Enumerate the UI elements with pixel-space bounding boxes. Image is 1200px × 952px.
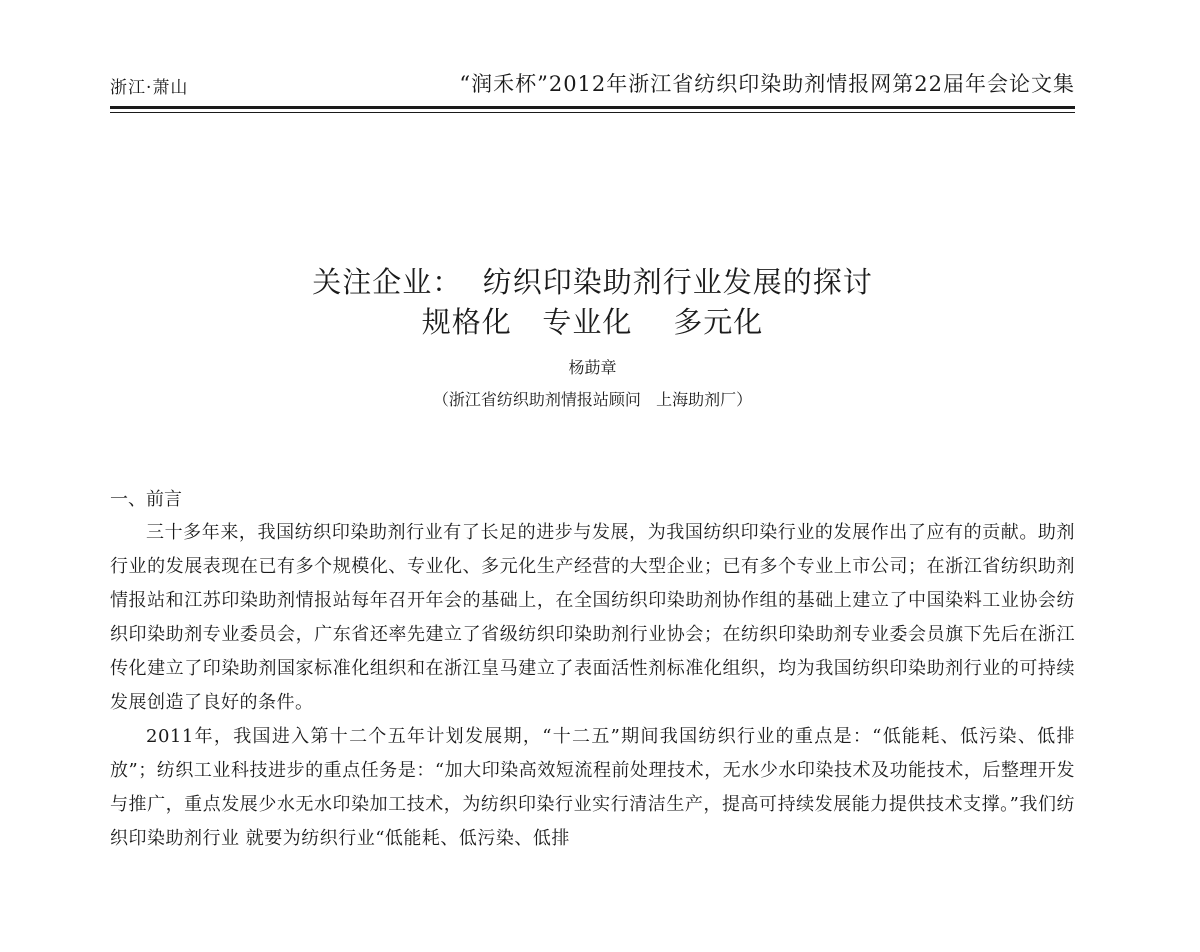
section-heading: 一、前言 [110,489,182,510]
article-title: 关注企业： 纺织印染助剂行业发展的探讨 [312,265,873,299]
author-name: 杨莇章 [568,358,617,377]
paragraph: 三十多年来，我国纺织印染助剂行业有了长足的进步与发展，为我国纺织印染行业的发展作出了应有的贡献。助剂行业的发展表现在已有多个规模化、专业化、多元化生产经营的大型企业；已有多个专业上市公司；在浙江省纺织助剂情报站和江苏印染助剂情报站每年召开年会的基础上，在全国纺织印染助剂协作组的基础上建立了中国染料工业协会纺织印染助剂专业委员会，广东省还率先建立了省级纺织印染助剂行业协会；在纺织印染助剂专业委会员旗下先后在浙江传化建立了印染助剂国家标准化组织和在浙江皇马建立了表面活性剂标准化组织，均为我国纺织印染助剂行业的可持续发展创造了良好的条件。 [110,522,1075,713]
header-rule-thin [110,112,1075,113]
header-location: 浙江·萧山 [110,78,189,98]
author-affiliation: （浙江省纺织助剂情报站顾问 上海助剂厂） [432,390,753,409]
running-header [110,64,1075,104]
header-proceedings-title: “润禾杯”2012年浙江省纺织印染助剂情报网第22届年会论文集 [459,72,1075,96]
header-rule-thick [110,106,1075,109]
body-text [110,484,1075,856]
article-subtitle: 规格化 专业化 多元化 [421,305,764,339]
paragraph: 2011年，我国进入第十二个五年计划发展期，“十二五”期间我国纺织行业的重点是：“低能耗、低污染、低排放”；纺织工业科技进步的重点任务是：“加大印染高效短流程前处理技术，无水少水印染技术及功能技术，后整理开发与推广，重点发展少水无水印染加工技术，为纺织印染行业实行清洁生产，提高可持续发展能力提供技术支撑。”我们纺织印染助剂行业 就要为纺织行业“低能耗、低污染、低排 [110,726,1075,849]
title-block [110,262,1075,412]
